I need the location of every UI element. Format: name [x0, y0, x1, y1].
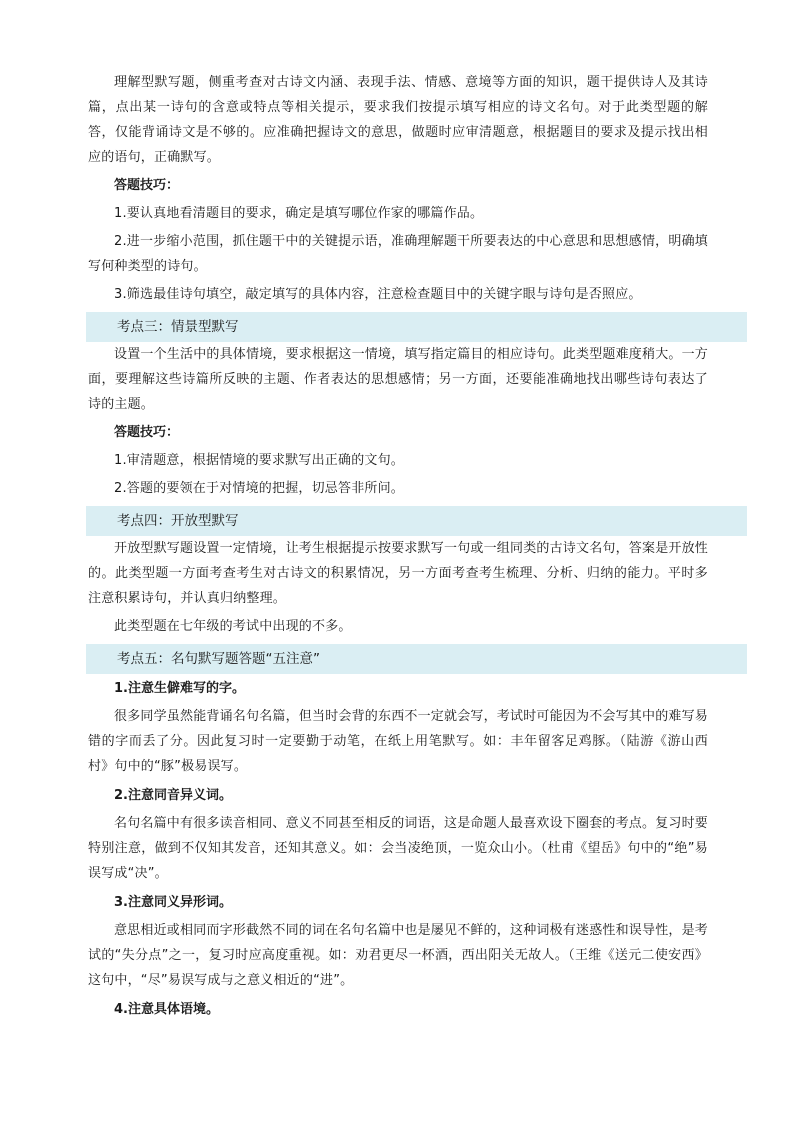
section-heading-4: 考点四：开放型默写	[86, 506, 747, 536]
section3-tips-label: 答题技巧：	[114, 425, 180, 440]
section3-tip-1: 1.审清题意，根据情境的要求默写出正确的文句。	[114, 453, 405, 468]
section4-paragraph-1: 开放型默写题设置一定情境，让考生根据提示按要求默写一句或一组同类的古诗文名句，答案是开放性的。此类型题一方面考查考生对古诗文的积累情况，另一方面考查考生梳理、分析、归纳的能力。平时多注意积累诗句，并认真归纳整理。	[88, 541, 709, 606]
section5-item-2-heading: 2.注意同音异义词。	[114, 788, 232, 803]
section3-tip-2: 2.答题的要领在于对情境的把握，切忌答非所问。	[114, 481, 405, 496]
section5-item-2-text: 名句名篇中有很多读音相同、意义不同甚至相反的词语，这是命题人最喜欢设下圈套的考点。复习时要特别注意，做到不仅知其发音，还知其意义。如：会当凌绝顶，一览众山小。（杜甫《望岳》句中的“绝”易误写成“决”。	[88, 816, 709, 881]
section-heading-3: 考点三：情景型默写	[86, 312, 747, 342]
intro-tip-1: 1.要认真地看清题目的要求，确定是填写哪位作家的哪篇作品。	[114, 206, 484, 221]
intro-tip-2: 2.进一步缩小范围，抓住题干中的关键提示语，准确理解题干所要表达的中心意思和思想感情，明确填写何种类型的诗句。	[88, 234, 708, 274]
section5-item-3-text: 意思相近或相同而字形截然不同的词在名句名篇中也是屡见不鲜的，这种词极有迷惑性和误导性，是考试的“失分点”之一，复习时应高度重视。如：劝君更尽一杯酒，西出阳关无故人。（王维《送元二使安西》这句中，“尽”易误写成与之意义相近的“进”。	[88, 923, 709, 988]
section5-item-1-text: 很多同学虽然能背诵名句名篇，但当时会背的东西不一定就会写，考试时可能因为不会写其中的难写易错的字而丢了分。因此复习时一定要勤于动笔，在纸上用笔默写。如：丰年留客足鸡豚。（陆游《游山西村》句中的“豚”极易误写。	[88, 709, 709, 774]
section5-item-4-heading: 4.注意具体语境。	[114, 1002, 219, 1017]
intro-paragraph: 理解型默写题，侧重考查对古诗文内涵、表现手法、情感、意境等方面的知识，题干提供诗人及其诗篇，点出某一诗句的含意或特点等相关提示，要求我们按提示填写相应的诗文名句。对于此类型题的解答，仅能背诵诗文是不够的。应准确把握诗文的意思，做题时应审清题意，根据题目的要求及提示找出相应的语句，正确默写。	[88, 75, 708, 165]
section4-paragraph-2: 此类型题在七年级的考试中出现的不多。	[114, 619, 352, 634]
section5-item-1-heading: 1.注意生僻难写的字。	[114, 681, 245, 696]
section3-paragraph: 设置一个生活中的具体情境，要求根据这一情境，填写指定篇目的相应诗句。此类型题难度稍大。一方面，要理解这些诗篇所反映的主题、作者表达的思想感情；另一方面，还要能准确地找出哪些诗句表达了诗的主题。	[88, 347, 709, 412]
section-heading-5: 考点五：名句默写题答题“五注意”	[86, 644, 747, 674]
section5-item-3-heading: 3.注意同义异形词。	[114, 895, 232, 910]
intro-tip-3: 3.筛选最佳诗句填空，敲定填写的具体内容，注意检查题目中的关键字眼与诗句是否照应。	[114, 287, 642, 302]
document-page	[88, 70, 708, 1022]
intro-tips-label: 答题技巧：	[114, 178, 180, 193]
